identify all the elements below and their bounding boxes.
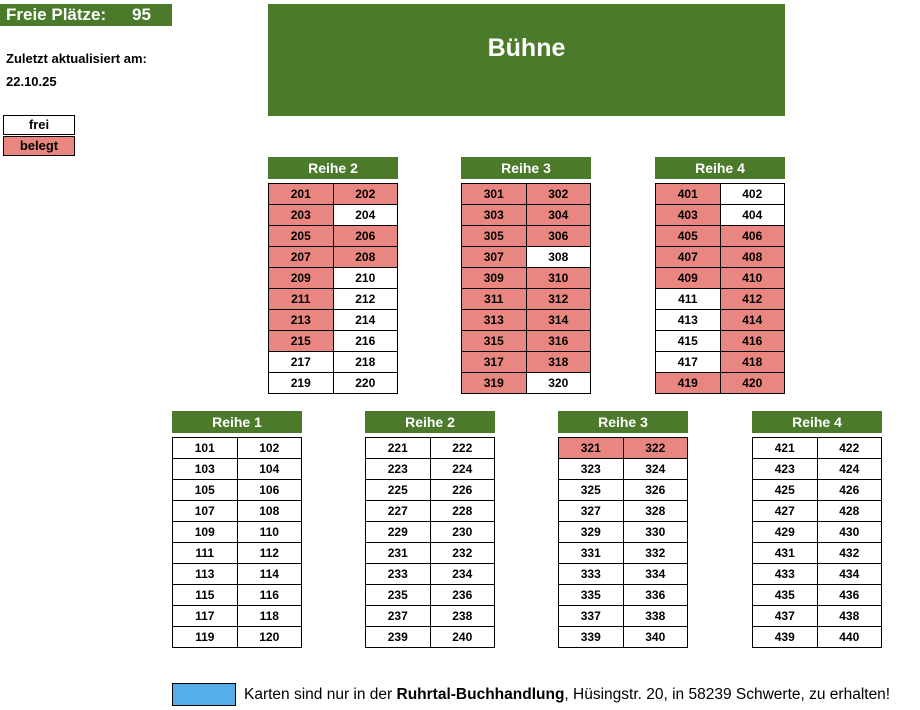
seat: 333: [559, 564, 624, 585]
seat: 111: [173, 543, 238, 564]
seat: 303: [462, 205, 527, 226]
seat-row: [656, 184, 785, 205]
seat: 417: [656, 352, 721, 373]
seat: 106: [238, 480, 303, 501]
seat-row: [559, 564, 688, 585]
seat-row: [269, 184, 398, 205]
seat: 317: [462, 352, 527, 373]
seat-row: [173, 501, 302, 522]
seat-block: [558, 411, 688, 648]
seat: 208: [334, 247, 399, 268]
seat: 436: [818, 585, 883, 606]
seat: 431: [753, 543, 818, 564]
seat: 104: [238, 459, 303, 480]
seat: 313: [462, 310, 527, 331]
seat: 420: [721, 373, 786, 394]
seat: 433: [753, 564, 818, 585]
seat-row: [462, 310, 591, 331]
seat: 428: [818, 501, 883, 522]
seat-block: [172, 411, 302, 648]
seat: 421: [753, 438, 818, 459]
seat-row: [656, 331, 785, 352]
seat: 307: [462, 247, 527, 268]
seat-row: [269, 247, 398, 268]
seat: 209: [269, 268, 334, 289]
seat: 230: [431, 522, 496, 543]
seat: 329: [559, 522, 624, 543]
info-color-box: [172, 683, 236, 706]
seat: 418: [721, 352, 786, 373]
seat: 306: [527, 226, 592, 247]
seat-row: [753, 543, 882, 564]
seat-row: [559, 606, 688, 627]
seat-row: [366, 543, 495, 564]
seat: 440: [818, 627, 883, 648]
seat-row: [269, 289, 398, 310]
seat-row: [173, 627, 302, 648]
seat-row: [366, 501, 495, 522]
seat: 430: [818, 522, 883, 543]
seat-row: [559, 585, 688, 606]
seat: 437: [753, 606, 818, 627]
seat: 108: [238, 501, 303, 522]
seat: 337: [559, 606, 624, 627]
seat-row: [462, 352, 591, 373]
seat-row: [559, 627, 688, 648]
seat: 312: [527, 289, 592, 310]
seat-grid: [268, 183, 398, 394]
seat: 404: [721, 205, 786, 226]
seat: 340: [624, 627, 689, 648]
seat: 113: [173, 564, 238, 585]
seat: 413: [656, 310, 721, 331]
block-title: Reihe 3: [461, 157, 591, 179]
seat: 103: [173, 459, 238, 480]
seat: 112: [238, 543, 303, 564]
seat: 229: [366, 522, 431, 543]
seat: 120: [238, 627, 303, 648]
seat: 107: [173, 501, 238, 522]
seat-row: [366, 438, 495, 459]
seat-block: [655, 157, 785, 394]
seat-grid: [461, 183, 591, 394]
seat: 239: [366, 627, 431, 648]
seat: 415: [656, 331, 721, 352]
seat: 403: [656, 205, 721, 226]
footer-text-post: , Hüsingstr. 20, in 58239 Schwerte, zu erhalten!: [564, 686, 891, 703]
seat-row: [366, 459, 495, 480]
seat: 322: [624, 438, 689, 459]
seat: 206: [334, 226, 399, 247]
seat-row: [753, 459, 882, 480]
seat: 429: [753, 522, 818, 543]
seat-row: [366, 564, 495, 585]
seat-row: [753, 501, 882, 522]
seat: 424: [818, 459, 883, 480]
last-updated-date: 22.10.25: [6, 74, 57, 89]
seat: 439: [753, 627, 818, 648]
seat-row: [462, 268, 591, 289]
seat-row: [366, 585, 495, 606]
seat: 201: [269, 184, 334, 205]
seat-row: [462, 184, 591, 205]
seat: 214: [334, 310, 399, 331]
seat-row: [753, 564, 882, 585]
seat: 325: [559, 480, 624, 501]
seat-row: [559, 501, 688, 522]
seat-row: [656, 205, 785, 226]
seat: 308: [527, 247, 592, 268]
seat: 116: [238, 585, 303, 606]
seat: 338: [624, 606, 689, 627]
block-title: Reihe 4: [752, 411, 882, 433]
seat: 326: [624, 480, 689, 501]
seat: 316: [527, 331, 592, 352]
seat-row: [753, 480, 882, 501]
seat: 434: [818, 564, 883, 585]
seat-row: [462, 205, 591, 226]
seat: 109: [173, 522, 238, 543]
seat: 202: [334, 184, 399, 205]
seat-row: [656, 373, 785, 394]
seat-row: [366, 522, 495, 543]
seat-row: [559, 522, 688, 543]
seat: 235: [366, 585, 431, 606]
seat-row: [656, 310, 785, 331]
seat-row: [173, 438, 302, 459]
seat: 419: [656, 373, 721, 394]
seat-grid: [655, 183, 785, 394]
seat-row: [366, 606, 495, 627]
seat: 401: [656, 184, 721, 205]
seat: 319: [462, 373, 527, 394]
block-title: Reihe 1: [172, 411, 302, 433]
seat: 215: [269, 331, 334, 352]
seat: 213: [269, 310, 334, 331]
footer-text-pre: Karten sind nur in der: [244, 686, 397, 703]
seat: 101: [173, 438, 238, 459]
seat: 422: [818, 438, 883, 459]
seat: 212: [334, 289, 399, 310]
seat: 309: [462, 268, 527, 289]
seat-block: [268, 157, 398, 394]
seat: 220: [334, 373, 399, 394]
seat: 216: [334, 331, 399, 352]
seat: 118: [238, 606, 303, 627]
seat: 233: [366, 564, 431, 585]
seat: 207: [269, 247, 334, 268]
seat: 414: [721, 310, 786, 331]
seat-row: [173, 480, 302, 501]
seat-row: [269, 226, 398, 247]
seat: 224: [431, 459, 496, 480]
seat: 117: [173, 606, 238, 627]
seat: 411: [656, 289, 721, 310]
seat: 105: [173, 480, 238, 501]
free-seats-bar: [0, 4, 172, 26]
seat-row: [173, 585, 302, 606]
seat-row: [462, 289, 591, 310]
seat-row: [753, 585, 882, 606]
seat: 217: [269, 352, 334, 373]
seat: 205: [269, 226, 334, 247]
seat: 228: [431, 501, 496, 522]
seat: 311: [462, 289, 527, 310]
seat: 438: [818, 606, 883, 627]
seat: 222: [431, 438, 496, 459]
seat: 335: [559, 585, 624, 606]
seat: 423: [753, 459, 818, 480]
seat: 237: [366, 606, 431, 627]
seat: 231: [366, 543, 431, 564]
seat-row: [656, 268, 785, 289]
seat-row: [462, 331, 591, 352]
seat: 226: [431, 480, 496, 501]
seat: 110: [238, 522, 303, 543]
seat: 327: [559, 501, 624, 522]
seat-block: [365, 411, 495, 648]
seat-row: [462, 247, 591, 268]
free-seats-count: 95: [132, 5, 151, 24]
seat-row: [656, 352, 785, 373]
seat: 426: [818, 480, 883, 501]
seat: 238: [431, 606, 496, 627]
seat: 225: [366, 480, 431, 501]
seat: 405: [656, 226, 721, 247]
seat: 310: [527, 268, 592, 289]
seat-row: [173, 522, 302, 543]
seat-row: [269, 331, 398, 352]
seat: 321: [559, 438, 624, 459]
seat: 302: [527, 184, 592, 205]
seat: 221: [366, 438, 431, 459]
seat: 315: [462, 331, 527, 352]
seat: 425: [753, 480, 818, 501]
seat-row: [753, 627, 882, 648]
seat: 211: [269, 289, 334, 310]
seat: 331: [559, 543, 624, 564]
legend-taken: belegt: [3, 136, 75, 156]
seat: 119: [173, 627, 238, 648]
seat-row: [269, 310, 398, 331]
seat: 203: [269, 205, 334, 226]
seat-row: [656, 226, 785, 247]
seat: 234: [431, 564, 496, 585]
seat-row: [269, 268, 398, 289]
seat-row: [753, 438, 882, 459]
block-title: Reihe 4: [655, 157, 785, 179]
seat-block: [461, 157, 591, 394]
seat-row: [656, 289, 785, 310]
seat-row: [559, 543, 688, 564]
seat: 305: [462, 226, 527, 247]
seat: 324: [624, 459, 689, 480]
seat-row: [269, 373, 398, 394]
seat-row: [173, 564, 302, 585]
seat: 236: [431, 585, 496, 606]
seat-row: [366, 480, 495, 501]
legend-free: frei: [3, 115, 75, 135]
seat: 330: [624, 522, 689, 543]
seat-row: [269, 205, 398, 226]
seat: 240: [431, 627, 496, 648]
seat-grid: [752, 437, 882, 648]
seat-row: [173, 606, 302, 627]
seat: 204: [334, 205, 399, 226]
last-updated-label: Zuletzt aktualisiert am:: [6, 51, 147, 66]
seat-row: [656, 247, 785, 268]
seat: 406: [721, 226, 786, 247]
seat-row: [269, 352, 398, 373]
seat: 334: [624, 564, 689, 585]
seat: 227: [366, 501, 431, 522]
seat: 408: [721, 247, 786, 268]
seat: 328: [624, 501, 689, 522]
seat-grid: [172, 437, 302, 648]
seat-row: [462, 373, 591, 394]
seat: 402: [721, 184, 786, 205]
block-title: Reihe 3: [558, 411, 688, 433]
seat-row: [462, 226, 591, 247]
stage: Bühne: [268, 4, 785, 116]
seat: 301: [462, 184, 527, 205]
block-title: Reihe 2: [268, 157, 398, 179]
seat: 416: [721, 331, 786, 352]
footer-info: [244, 684, 890, 706]
seat-row: [173, 459, 302, 480]
seat: 410: [721, 268, 786, 289]
seat-row: [559, 438, 688, 459]
seat: 407: [656, 247, 721, 268]
seat: 102: [238, 438, 303, 459]
block-title: Reihe 2: [365, 411, 495, 433]
seat-grid: [365, 437, 495, 648]
footer-shop-name: Ruhrtal-Buchhandlung: [396, 686, 565, 703]
seat: 320: [527, 373, 592, 394]
seat-row: [366, 627, 495, 648]
seat: 432: [818, 543, 883, 564]
seat: 412: [721, 289, 786, 310]
seat: 115: [173, 585, 238, 606]
seat: 318: [527, 352, 592, 373]
seat: 339: [559, 627, 624, 648]
seat-grid: [558, 437, 688, 648]
seat: 114: [238, 564, 303, 585]
seat: 336: [624, 585, 689, 606]
seat: 427: [753, 501, 818, 522]
seat-row: [559, 480, 688, 501]
seat-row: [753, 522, 882, 543]
seat-row: [173, 543, 302, 564]
seat: 409: [656, 268, 721, 289]
seat: 435: [753, 585, 818, 606]
seat: 232: [431, 543, 496, 564]
seat: 323: [559, 459, 624, 480]
seat-block: [752, 411, 882, 648]
seat: 218: [334, 352, 399, 373]
seat: 304: [527, 205, 592, 226]
free-seats-label: Freie Plätze:: [6, 5, 107, 24]
seat: 223: [366, 459, 431, 480]
seat: 314: [527, 310, 592, 331]
seat: 219: [269, 373, 334, 394]
seat: 332: [624, 543, 689, 564]
seat-row: [559, 459, 688, 480]
seat: 210: [334, 268, 399, 289]
seat-row: [753, 606, 882, 627]
